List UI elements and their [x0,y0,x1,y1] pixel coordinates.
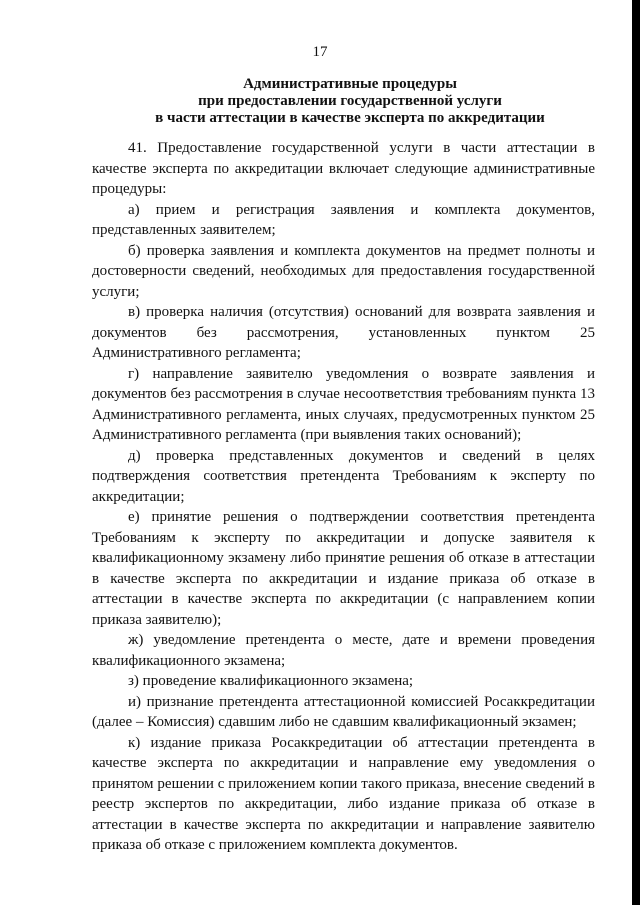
list-item-k: к) издание приказа Росаккредитации об аттестации претендента в качестве эксперта по аккредитации и направление ему уведомления о принятом решении с приложением копии такого приказа, внесение сведений в реестр экспертов по аккредитации, либо издание приказа об отказе в аттестации в качестве эксперта по аккредитации и направление заявителю приказа об отказе с приложением комплекта документов. [92,734,595,853]
list-item-i: и) признание претендента аттестационной комиссией Росаккредитации (далее – Комиссия) сдавшим либо не сдавшим квалификационный экзамен; [92,693,595,730]
list-item-z: з) проведение квалификационного экзамена; [128,673,414,689]
section-heading [60,76,640,127]
heading-line-3: в части аттестации в качестве эксперта по аккредитации [155,110,545,126]
list-item-d: д) проверка представленных документов и сведений в целях подтверждения соответствия претендента Требованиям к эксперту по аккредитации; [92,447,595,505]
heading-line-2: при предоставлении государственной услуги [198,93,502,109]
document-body [92,138,595,856]
list-item-b: б) проверка заявления и комплекта документов на предмет полноты и достоверности сведений, необходимых для предоставления государственной услуги; [92,242,595,300]
list-item-v: в) проверка наличия (отсутствия) оснований для возврата заявления и документов без рассмотрения, установленных пунктом 25 Административного регламента; [92,304,595,361]
list-item-a: а) прием и регистрация заявления и комплекта документов, представленных заявителем; [92,201,595,238]
heading-line-1: Административные процедуры [243,76,457,92]
paragraph-41: 41. Предоставление государственной услуги в части аттестации в качестве эксперта по аккредитации включает следующие административные процедуры: [92,140,595,197]
list-item-g: г) направление заявителю уведомления о возврате заявления и документов без рассмотрения в случае несоответствия требованиям пункта 13 Административного регламента, иных случаях, предусмотренных пунктом 25 Административного регламента (при выявления таких оснований); [92,365,595,443]
list-item-e: е) принятие решения о подтверждении соответствия претендента Требованиям к эксперту по аккредитации и допуске заявителя к квалификационному экзамену либо принятие решения об отказе в аттестации в качестве эксперта по аккредитации и издание приказа об отказе в аттестации в качестве эксперта по аккредитации (с направлением копии приказа заявителю); [92,509,595,628]
page-number: 17 [312,44,328,60]
list-item-zh: ж) уведомление претендента о месте, дате и времени проведения квалификационного экзамена; [92,632,595,669]
scan-edge-border [632,0,640,905]
